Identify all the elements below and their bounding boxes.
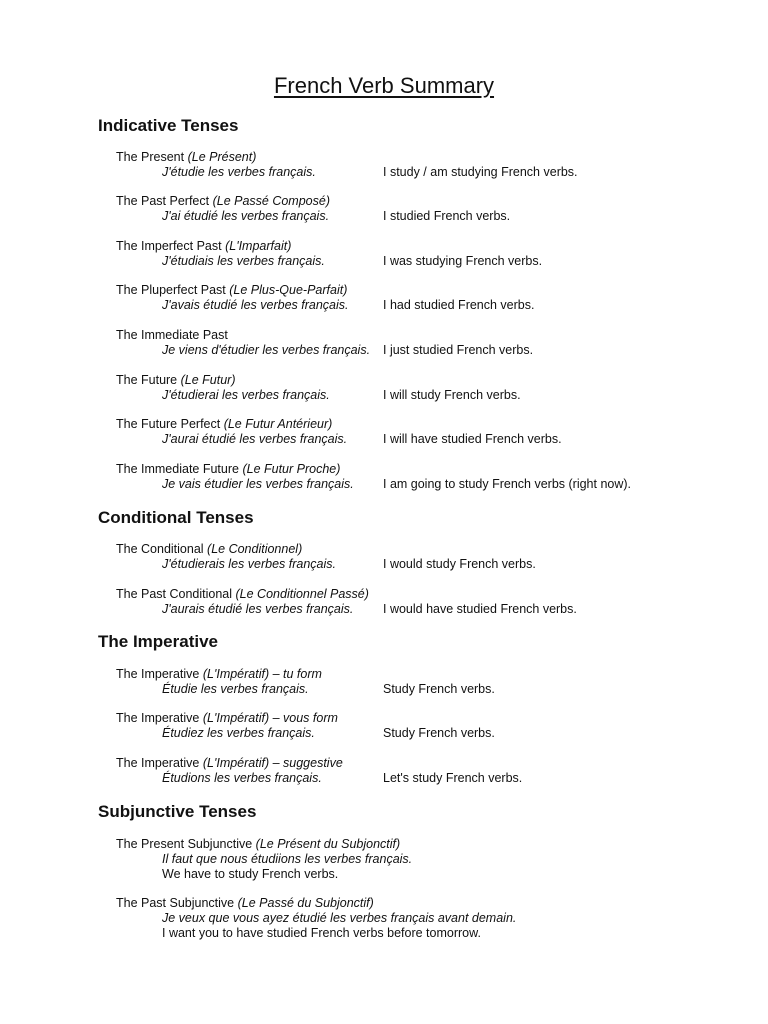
entry-translation: Study French verbs. — [383, 726, 495, 740]
entry-label: The Conditional (Le Conditionnel) — [116, 542, 303, 556]
entry-label: The Past Conditional (Le Conditionnel Passé) — [116, 587, 369, 601]
entry-example: Il faut que nous étudiions les verbes français. — [162, 852, 413, 866]
entry-present — [116, 150, 716, 180]
entry-example: J'étudierais les verbes français. — [162, 557, 336, 571]
entry-translation: I was studying French verbs. — [383, 254, 543, 268]
entry-translation: I would have studied French verbs. — [383, 602, 577, 616]
entry-translation: We have to study French verbs. — [162, 867, 339, 881]
entry-example: Étudie les verbes français. — [162, 682, 309, 696]
entry-conditional — [116, 542, 716, 572]
section-heading-conditional: Conditional Tenses — [98, 508, 254, 527]
entry-present-subjunctive — [116, 837, 716, 882]
entry-label: The Immediate Future (Le Futur Proche) — [116, 462, 341, 476]
entry-label: The Imperative (L'Impératif) – tu form — [116, 667, 322, 681]
section-heading-subjunctive: Subjunctive Tenses — [98, 802, 257, 821]
entry-example: J'avais étudié les verbes français. — [162, 298, 349, 312]
page-title: French Verb Summary — [273, 73, 495, 98]
entry-imperative-suggestive — [116, 756, 716, 786]
entry-translation: I just studied French verbs. — [383, 343, 534, 357]
entry-translation: I will study French verbs. — [383, 388, 521, 402]
entry-label: The Future (Le Futur) — [116, 373, 236, 387]
entry-imperfect — [116, 239, 716, 269]
entry-label: The Immediate Past — [116, 328, 228, 342]
entry-example: Étudions les verbes français. — [162, 771, 322, 785]
entry-label: The Present Subjunctive (Le Présent du Subjonctif) — [116, 837, 401, 851]
entry-translation: Let's study French verbs. — [383, 771, 523, 785]
entry-label: The Future Perfect (Le Futur Antérieur) — [116, 417, 333, 431]
entry-label: The Pluperfect Past (Le Plus-Que-Parfait) — [116, 283, 348, 297]
entry-imperative-tu — [116, 667, 716, 697]
entry-translation: I will have studied French verbs. — [383, 432, 562, 446]
entry-translation: I want you to have studied French verbs before tomorrow. — [162, 926, 481, 940]
entry-past-perfect — [116, 194, 716, 224]
entry-label: The Past Perfect (Le Passé Composé) — [116, 194, 330, 208]
entry-immediate-future — [116, 462, 716, 492]
entry-example: J'aurais étudié les verbes français. — [162, 602, 354, 616]
entry-translation: I am going to study French verbs (right now). — [383, 477, 632, 491]
entry-translation: I studied French verbs. — [383, 209, 511, 223]
entry-example: J'étudie les verbes français. — [162, 165, 316, 179]
entry-example: Étudiez les verbes français. — [162, 726, 315, 740]
entry-label: The Present (Le Présent) — [116, 150, 257, 164]
entry-translation: Study French verbs. — [383, 682, 495, 696]
entry-example: J'ai étudié les verbes français. — [162, 209, 330, 223]
entry-past-conditional — [116, 587, 716, 617]
entry-label: The Past Subjunctive (Le Passé du Subjonctif) — [116, 896, 374, 910]
entry-translation: I had studied French verbs. — [383, 298, 535, 312]
entry-future-perfect — [116, 417, 716, 447]
entry-label: The Imperative (L'Impératif) – vous form — [116, 711, 338, 725]
entry-translation: I study / am studying French verbs. — [383, 165, 578, 179]
entry-example: J'étudiais les verbes français. — [162, 254, 325, 268]
entry-translation: I would study French verbs. — [383, 557, 536, 571]
entry-example: Je veux que vous ayez étudié les verbes français avant demain. — [162, 911, 517, 925]
entry-label: The Imperfect Past (L'Imparfait) — [116, 239, 292, 253]
entry-example: J'étudierai les verbes français. — [162, 388, 330, 402]
entry-pluperfect — [116, 283, 716, 313]
entry-imperative-vous — [116, 711, 716, 741]
entry-example: Je vais étudier les verbes français. — [162, 477, 354, 491]
entry-example: J'aurai étudié les verbes français. — [162, 432, 348, 446]
entry-future — [116, 373, 716, 403]
entry-example: Je viens d'étudier les verbes français. — [162, 343, 371, 357]
entry-past-subjunctive — [116, 896, 716, 941]
entry-label: The Imperative (L'Impératif) – suggestive — [116, 756, 343, 770]
entry-immediate-past — [116, 328, 716, 358]
section-heading-imperative: The Imperative — [98, 632, 218, 651]
section-heading-indicative: Indicative Tenses — [98, 116, 239, 135]
